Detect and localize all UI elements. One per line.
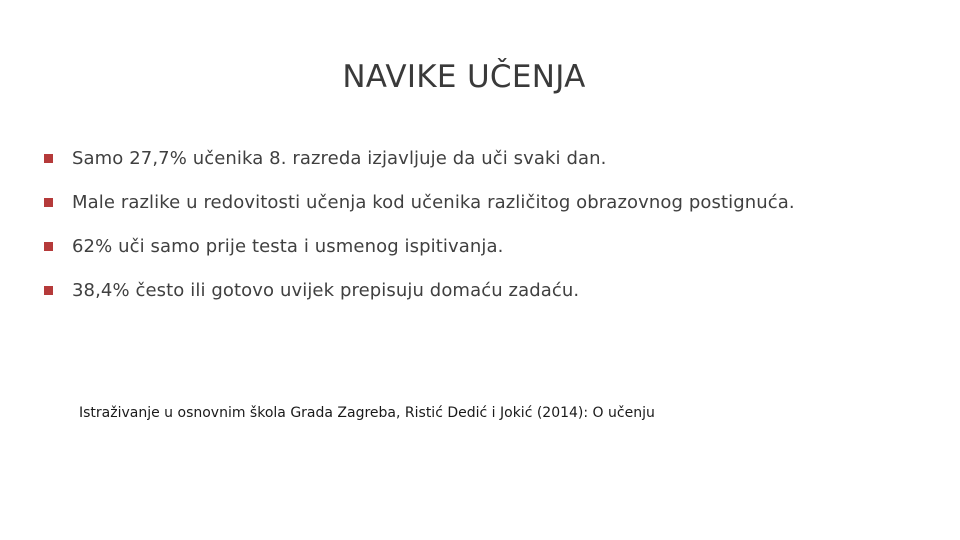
source-citation: Istraživanje u osnovnim škola Grada Zagreba, Ristić Dedić i Jokić (2014): O učenju bbox=[79, 405, 655, 421]
square-bullet-icon bbox=[44, 198, 53, 207]
square-bullet-icon bbox=[44, 154, 53, 163]
bullet-text: 62% uči samo prije testa i usmenog ispitivanja. bbox=[72, 235, 504, 257]
bullet-text: Samo 27,7% učenika 8. razreda izjavljuje da uči svaki dan. bbox=[72, 147, 607, 169]
square-bullet-icon bbox=[44, 286, 53, 295]
bullet-list bbox=[44, 136, 795, 312]
slide-title: NAVIKE UČENJA bbox=[342, 58, 586, 95]
bullet-item bbox=[44, 180, 795, 224]
square-bullet-icon bbox=[44, 242, 53, 251]
bullet-item bbox=[44, 136, 795, 180]
bullet-item bbox=[44, 268, 795, 312]
bullet-text: Male razlike u redovitosti učenja kod učenika različitog obrazovnog postignuća. bbox=[72, 191, 795, 213]
bullet-item bbox=[44, 224, 795, 268]
bullet-text: 38,4% često ili gotovo uvijek prepisuju domaću zadaću. bbox=[72, 279, 580, 301]
